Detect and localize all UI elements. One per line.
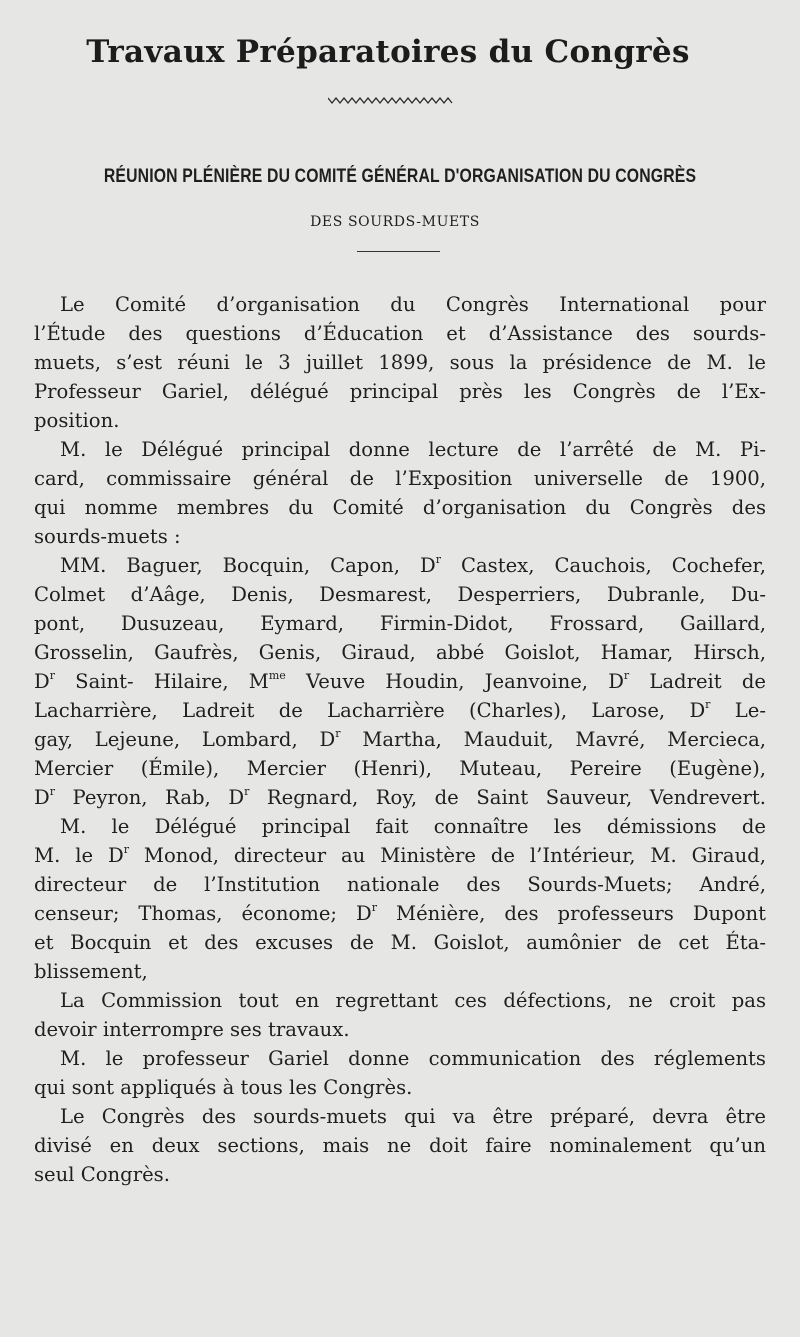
text-line: Lacharrière, Ladreit de Lacharrière (Charles), Larose, $D^r$ Le-: [34, 698, 766, 722]
text-line: $D^r$ Saint- Hilaire, $M^{me}$ Veuve Houdin, Jeanvoine, $D^r$ Ladreit de: [34, 669, 766, 693]
text-line: qui sont appliqués à tous les Congrès.: [34, 1076, 413, 1099]
text-line: M. le professeur Gariel donne communication des réglements: [60, 1047, 766, 1070]
text-line: Grosselin, Gaufrès, Genis, Giraud, abbé Goislot, Hamar, Hirsch,: [34, 641, 766, 664]
section-heading: RÉUNION PLÉNIÈRE DU COMITÉ GÉNÉRAL D'ORGANISATION DU CONGRÈS: [103, 166, 697, 187]
text-line: Professeur Gariel, délégué principal près les Congrès de l’Ex-: [34, 380, 766, 403]
text-line: seul Congrès.: [34, 1163, 170, 1186]
page-title: Travaux Préparatoires du Congrès: [86, 34, 690, 70]
text-line: La Commission tout en regrettant ces défections, ne croit pas: [60, 989, 766, 1012]
text-line: divisé en deux sections, mais ne doit faire nominalement qu’un: [34, 1134, 766, 1157]
text-line: censeur; Thomas, économe; $D^r$ Ménière, des professeurs Dupont: [34, 901, 766, 925]
text-line: M. le Délégué principal fait connaître les démissions de: [60, 815, 766, 838]
text-line: sourds-muets :: [34, 525, 181, 548]
text-line: $D^r$ Peyron, Rab, $D^r$ Regnard, Roy, de Saint Sauveur, Vendrevert.: [34, 785, 766, 809]
text-line: blissement,: [34, 960, 148, 983]
text-line: position.: [34, 409, 120, 432]
text-line: Le Comité d’organisation du Congrès International pour: [60, 293, 766, 316]
text-line: card, commissaire général de l’Exposition universelle de 1900,: [34, 467, 766, 490]
text-line: M. le Délégué principal donne lecture de l’arrêté de M. Pi-: [60, 438, 766, 461]
text-line: M. le $D^r$ Monod, directeur au Ministère de l’Intérieur, M. Giraud,: [34, 843, 766, 867]
short-rule-divider: [357, 251, 440, 252]
text-line: Mercier (Émile), Mercier (Henri), Muteau, Pereire (Eugène),: [34, 757, 766, 780]
text-line: directeur de l’Institution nationale des Sourds-Muets; André,: [34, 873, 766, 896]
text-line: l’Étude des questions d’Éducation et d’Assistance des sourds-: [34, 322, 766, 345]
section-subheading: DES SOURDS-MUETS: [310, 214, 480, 230]
text-line: devoir interrompre ses travaux.: [34, 1018, 350, 1041]
text-line: muets, s’est réuni le 3 juillet 1899, sous la présidence de M. le: [34, 351, 766, 374]
text-line: pont, Dusuzeau, Eymard, Firmin-Didot, Frossard, Gaillard,: [34, 612, 766, 635]
text-line: qui nomme membres du Comité d’organisation du Congrès des: [34, 496, 766, 519]
body-text: [34, 290, 766, 1189]
text-line: Colmet d’Aâge, Denis, Desmarest, Desperriers, Dubranle, Du-: [34, 583, 766, 606]
text-line: MM. Baguer, Bocquin, Capon, $D^r$ Castex, Cauchois, Cochefer,: [60, 553, 766, 577]
text-line: Le Congrès des sourds-muets qui va être préparé, devra être: [60, 1105, 766, 1128]
text-line: et Bocquin et des excuses de M. Goislot, aumônier de cet Éta-: [34, 931, 766, 954]
text-line: gay, Lejeune, Lombard, $D^r$ Martha, Mauduit, Mavré, Mercieca,: [34, 727, 766, 751]
wavy-ornament-divider: [328, 94, 454, 106]
